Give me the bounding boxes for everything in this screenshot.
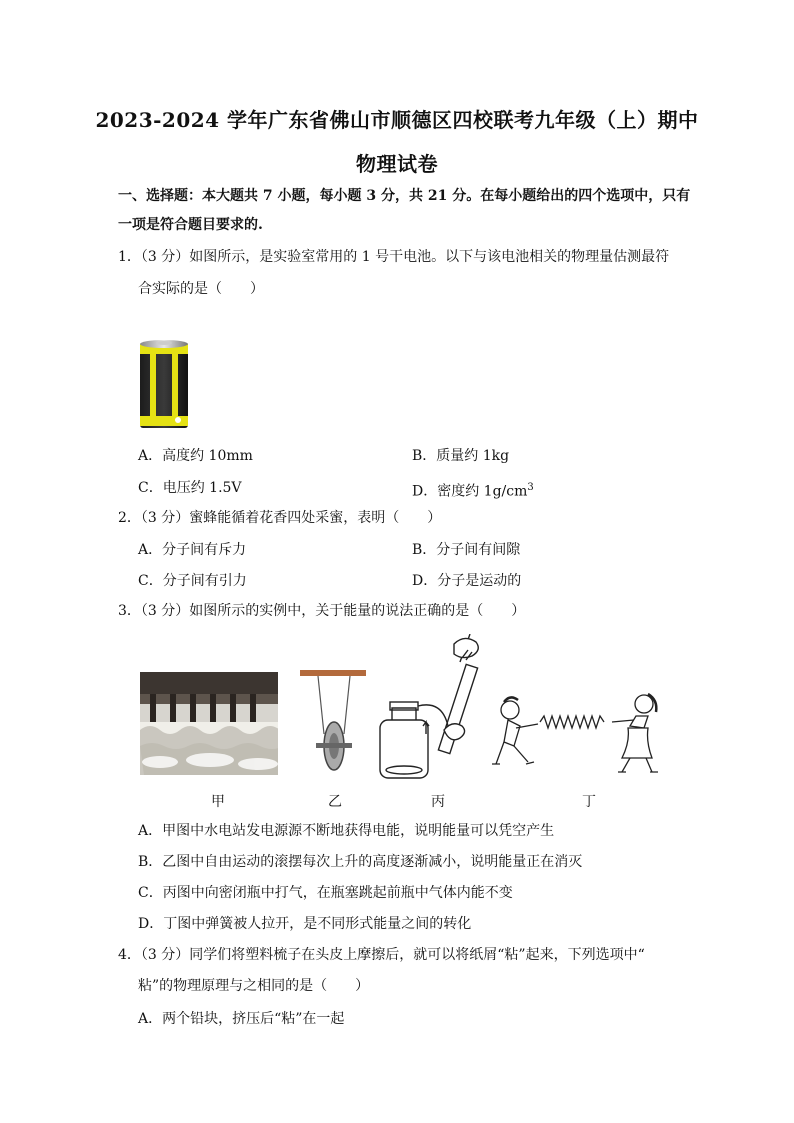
section-header-line2: 一项是符合题目要求的.	[118, 217, 263, 233]
q3-option-b[interactable]: B．乙图中自由运动的滚摆每次上升的高度逐渐减小，说明能量正在消灭	[138, 854, 583, 870]
battery-image	[136, 338, 192, 432]
figure-label-yi: 乙	[328, 794, 342, 810]
q2-option-d[interactable]: D．分子是运动的	[412, 573, 522, 589]
exam-title-line2: 物理试卷	[356, 152, 438, 176]
q2-option-b[interactable]: B．分子间有间隙	[412, 542, 521, 558]
q1-option-c[interactable]: C．电压约 1.5V	[138, 480, 242, 496]
q3-option-c[interactable]: C．丙图中向密闭瓶中打气，在瓶塞跳起前瓶中气体内能不变	[138, 885, 513, 901]
q3-option-d[interactable]: D．丁图中弹簧被人拉开，是不同形式能量之间的转化	[138, 916, 472, 932]
figure-ding-spring-pull	[488, 690, 666, 778]
figure-label-jia: 甲	[211, 794, 225, 810]
exam-title-line1: 2023-2024 学年广东省佛山市顺德区四校联考九年级（上）期中	[95, 108, 699, 132]
q4-stem-line2: 粘”的物理原理与之相同的是（ ）	[138, 978, 370, 994]
figure-yi-rolling-pendulum	[298, 668, 370, 778]
q3-option-a[interactable]: A．甲图中水电站发电源源不断地获得电能，说明能量可以凭空产生	[138, 823, 555, 839]
q1-option-b[interactable]: B．质量约 1kg	[412, 448, 510, 464]
q3-stem: 3．（3 分）如图所示的实例中，关于能量的说法正确的是（ ）	[118, 603, 526, 619]
q1-option-d-superscript: 3	[527, 482, 534, 493]
q1-stem-line2: 合实际的是（ ）	[138, 281, 264, 297]
q2-stem: 2．（3 分）蜜蜂能循着花香四处采蜜，表明（ ）	[118, 510, 442, 526]
section-header-line1: 一、选择题：本大题共 7 小题，每小题 3 分，共 21 分。在每小题给出的四个选项中，只有	[118, 188, 691, 204]
q1-stem-line1: 1．（3 分）如图所示，是实验室常用的 1 号干电池。以下与该电池相关的物理量估测最符	[118, 249, 670, 265]
q4-stem-line1: 4．（3 分）同学们将塑料梳子在头皮上摩擦后，就可以将纸屑“粘”起来，下列选项中“	[118, 947, 645, 963]
q1-option-a[interactable]: A．高度约 10mm	[138, 448, 253, 464]
figure-label-ding: 丁	[582, 794, 596, 810]
figure-bing-air-pump-bottle	[374, 634, 494, 782]
q1-option-d[interactable]	[412, 478, 534, 502]
q2-option-c[interactable]: C．分子间有引力	[138, 573, 247, 589]
q1-option-d-text: D．密度约 1g/cm	[412, 483, 528, 500]
q4-option-a[interactable]: A．两个铅块，挤压后“粘”在一起	[138, 1011, 345, 1027]
figure-jia-dam	[140, 672, 278, 775]
q2-option-a[interactable]: A．分子间有斥力	[138, 542, 247, 558]
figure-label-bing: 丙	[431, 794, 445, 810]
